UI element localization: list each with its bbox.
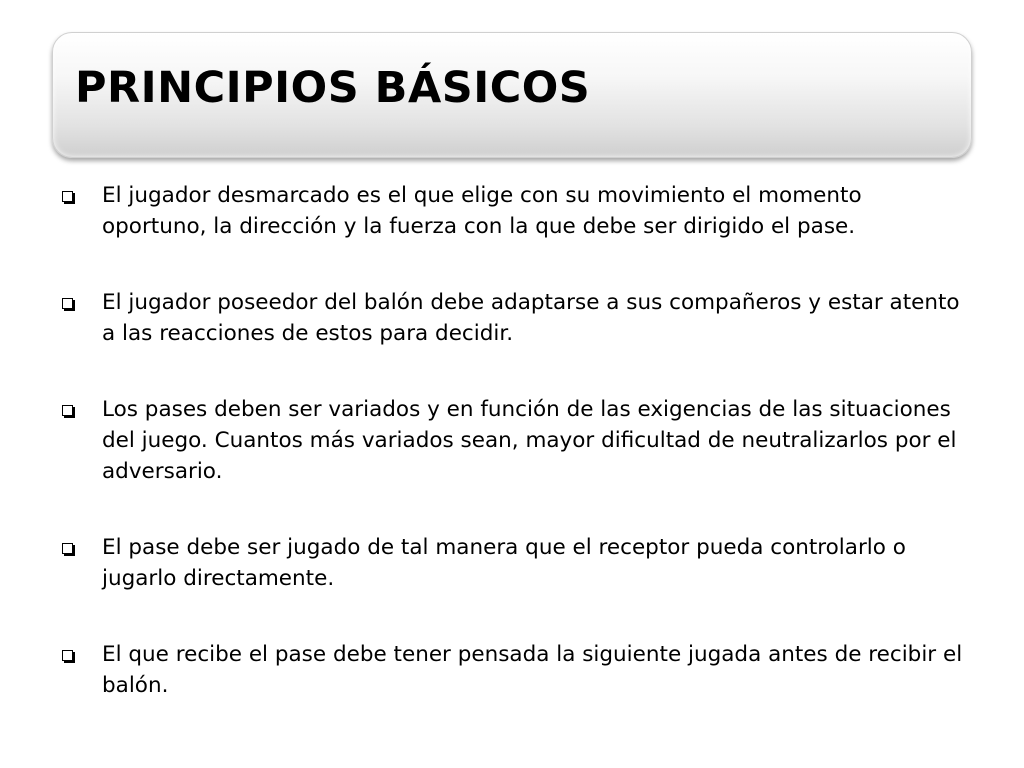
- bullet-item: [62, 180, 972, 242]
- square-bullet-icon: [62, 543, 73, 554]
- bullet-item: [62, 532, 972, 594]
- bullet-item: [62, 639, 972, 701]
- bullet-text: El que recibe el pase debe tener pensada la siguiente jugada antes de recibir el balón.: [102, 642, 963, 698]
- square-bullet-icon: [62, 298, 73, 309]
- bullet-item: [62, 287, 972, 349]
- title-banner: [52, 32, 972, 158]
- bullet-text: El jugador desmarcado es el que elige con su movimiento el momento oportuno, la dirección y la fuerza con la que debe ser dirigido el pase.: [102, 183, 862, 239]
- slide-title: PRINCIPIOS BÁSICOS: [75, 63, 591, 113]
- bullet-text: Los pases deben ser variados y en función de las exigencias de las situaciones del juego. Cuantos más variados sean, mayor dificultad de neutralizarlos por el adversario.: [102, 397, 957, 484]
- bullet-text: El pase debe ser jugado de tal manera que el receptor pueda controlarlo o jugarlo directamente.: [102, 535, 906, 591]
- square-bullet-icon: [62, 191, 73, 202]
- bullet-list: [62, 180, 972, 701]
- square-bullet-icon: [62, 650, 73, 661]
- bullet-text: El jugador poseedor del balón debe adaptarse a sus compañeros y estar atento a las reacciones de estos para decidir.: [102, 290, 960, 346]
- bullet-item: [62, 394, 972, 487]
- square-bullet-icon: [62, 405, 73, 416]
